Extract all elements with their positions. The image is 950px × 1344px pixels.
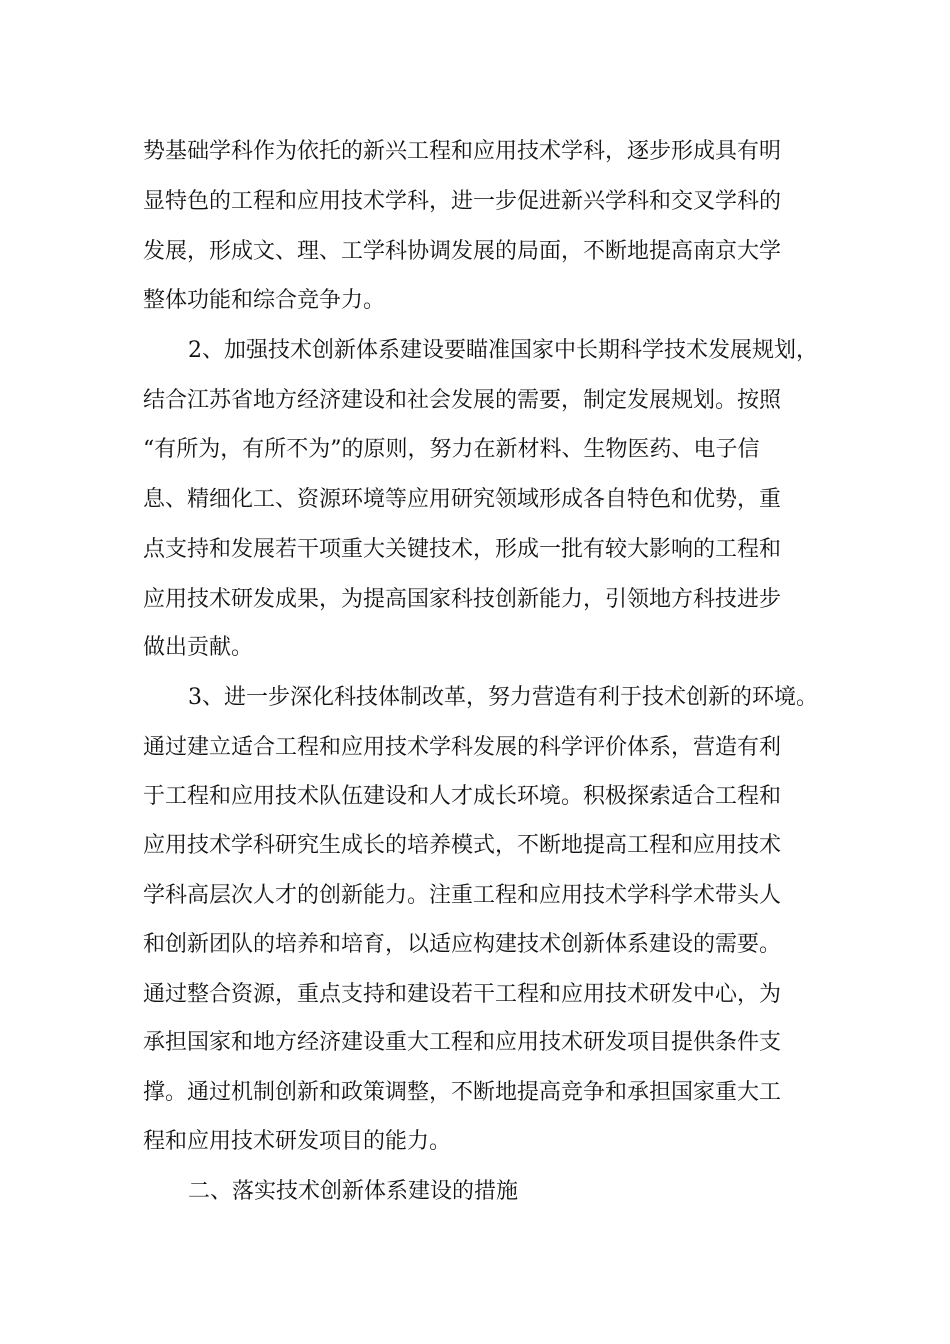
paragraph-3-line-6: 和创新团队的培养和培育，以适应构建技术创新体系建设的需要。 [143,932,782,957]
section-heading: 二、落实技术创新体系建设的措施 [188,1179,519,1204]
paragraph-2-line-6: 应用技术研发成果，为提高国家科技创新能力，引领地方科技进步 [143,587,782,612]
paragraph-3-line-2: 通过建立适合工程和应用技术学科发展的科学评价体系，营造有利 [143,735,782,760]
paragraph-3-line-7: 通过整合资源，重点支持和建设若干工程和应用技术研发中心，为 [143,982,782,1007]
paragraph-2-line-2: 结合江苏省地方经济建设和社会发展的需要，制定发展规划。按照 [143,388,782,413]
paragraph-1-line-4: 整体功能和综合竞争力。 [143,288,386,313]
paragraph-3-line-9: 撑。通过机制创新和政策调整，不断地提高竞争和承担国家重大工 [143,1080,782,1105]
paragraph-1-line-1: 势基础学科作为依托的新兴工程和应用技术学科，逐步形成具有明 [143,139,782,164]
paragraph-3-line-10: 程和应用技术研发项目的能力。 [143,1129,452,1154]
paragraph-1-line-3: 发展，形成文、理、工学科协调发展的局面，不断地提高南京大学 [143,239,782,264]
paragraph-3-line-3: 于工程和应用技术队伍建设和人才成长环境。积极探索适合工程和 [143,784,782,809]
paragraph-2-line-3: “有所为，有所不为”的原则，努力在新材料、生物医药、电子信 [143,437,760,462]
paragraph-2-line-7: 做出贡献。 [143,635,254,660]
paragraph-3-line-1: 3、进一步深化科技体制改革，努力营造有利于技术创新的环境。 [188,685,818,710]
paragraph-1-line-2: 显特色的工程和应用技术学科，进一步促进新兴学科和交叉学科的 [143,189,782,214]
paragraph-3-line-4: 应用技术学科研究生成长的培养模式，不断地提高工程和应用技术 [143,833,782,858]
paragraph-3-line-8: 承担国家和地方经济建设重大工程和应用技术研发项目提供条件支 [143,1030,782,1055]
paragraph-2-line-1: 2、加强技术创新体系建设要瞄准国家中长期科学技术发展规划， [188,338,818,363]
paragraph-3-line-5: 学科高层次人才的创新能力。注重工程和应用技术学科学术带头人 [143,883,782,908]
paragraph-2-line-5: 点支持和发展若干项重大关键技术，形成一批有较大影响的工程和 [143,537,782,562]
paragraph-2-line-4: 息、精细化工、资源环境等应用研究领域形成各自特色和优势，重 [143,487,782,512]
